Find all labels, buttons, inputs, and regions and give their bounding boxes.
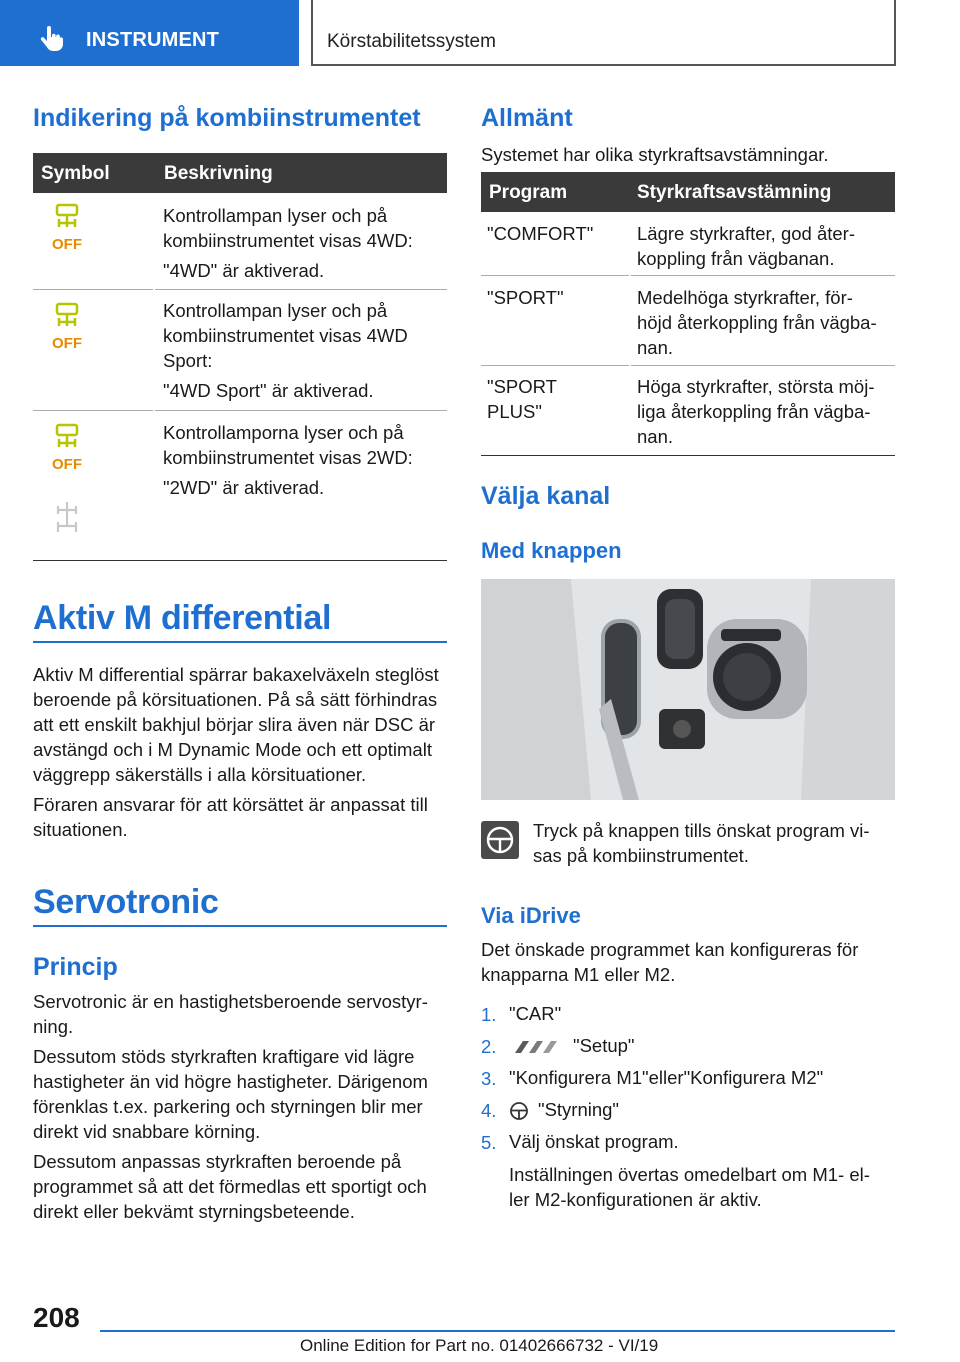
table-row-tuning: Höga styrkrafter, största möj- liga återkoppling från vägba- nan. [637,376,875,447]
indicator-table-header [33,153,447,193]
button-heading: Med knappen [481,538,622,563]
drivetrain-icon [52,496,82,542]
chapter-tab-label: INSTRUMENT [86,29,220,51]
divider [631,365,895,366]
col-program: Program [489,182,568,203]
hand-pointer-icon [40,26,64,52]
divider [155,410,447,411]
step-number: 3. [481,1068,497,1089]
col-description: Beskrivning [164,163,273,184]
footer-rule [100,1330,895,1332]
diff-paragraph: Aktiv M differential spärrar bakaxelväxeln steglöst beroende på körsituationen. På så sätt förhindras att ett enskilt bakhjul börjar slira även när DSC är avstängd och i M Dynamic Mode och ett optimalt väggrepp säkerställs i alla körsituationer. Föraren ansvarar för att körsättet är anpassat till situationen. [33,664,439,840]
divider [33,289,153,290]
divider [631,275,895,276]
table-row-program: "COMFORT" [487,223,594,244]
table-row: Kontrollampan lyser och på kombiinstrumentet visas 4WD: "4WD" är aktiverad. [163,205,413,281]
footer-edition: Online Edition for Part no. 01402666732 - VI/19 [300,1336,659,1355]
list-item: "Konfigurera M1"eller"Konfigurera M2" [509,1067,824,1088]
divider [481,275,629,276]
svg-text:OFF: OFF [52,236,82,251]
step-number: 4. [481,1100,497,1121]
list-item: "Styrning" [538,1099,620,1120]
list-item: "CAR" [509,1003,562,1024]
button-instruction: Tryck på knappen tills önskat program vi- sas på kombiinstrumentet. [533,820,870,866]
diff-heading: Aktiv M differential [33,599,332,637]
indicator-heading: Indikering på kombiinstrumentet [33,104,421,132]
servo-heading: Servotronic [33,883,219,921]
m-stripes-icon [509,1039,565,1055]
step-note: Inställningen övertas omedelbart om M1- el- ler M2-konfigurationen är aktiv. [509,1164,870,1210]
list-item: Välj önskat program. [509,1131,679,1152]
section-title-box [311,0,896,66]
divider [33,925,447,927]
step-number: 2. [481,1036,497,1057]
list-item: "Setup" [573,1035,635,1056]
svg-text:OFF: OFF [52,456,82,471]
divider [481,455,895,456]
steering-wheel-icon [509,1101,529,1121]
idrive-text: Det önskade programmet kan konfigureras för knapparna M1 eller M2. [481,939,859,985]
table-row: Kontrollamporna lyser och på kombiinstrumentet visas 2WD: "2WD" är aktiverad. [163,422,413,498]
table-row-program: "SPORT" [487,287,564,308]
divider [481,365,629,366]
steering-mode-icon [481,821,519,859]
chapter-tab[interactable] [0,0,299,66]
divider [155,289,447,290]
center-console-image [481,579,895,800]
col-tuning: Styrkraftsavstämning [637,182,832,203]
section-title: Körstabilitetssystem [327,31,496,52]
page-number: 208 [33,1302,80,1333]
table-row-tuning: Lägre styrkrafter, god åter- koppling från vägbanan. [637,223,855,269]
console-illustration [481,579,895,800]
svg-text:OFF: OFF [52,335,82,350]
step-number: 1. [481,1004,497,1025]
table-row: Kontrollampan lyser och på kombiinstrumentet visas 4WD Sport: "4WD Sport" är aktiverad. [163,300,408,401]
divider [33,560,447,561]
4wd-sport-off-warning-icon [50,302,84,350]
servo-paragraph: Servotronic är en hastighetsberoende servostyr- ning. Dessutom stöds styrkraften kraftigare vid lägre hastigheter än vid högre hastigheter. Därigenom förenklas t.ex. parkering och styrningen blir mer direkt vid snabbare körning. Dessutom anpassas styrkraften beroende på programmet så att det förmedlas ett sportigt och direkt eller bekvämt styrningsbeteende. [33,991,428,1222]
general-text: Systemet har olika styrkraftsavstämningar. [481,144,829,165]
step-number: 5. [481,1132,497,1153]
4wd-off-warning-icon [50,203,84,251]
col-symbol: Symbol [41,163,110,184]
2wd-off-warning-icon [50,423,84,471]
program-table-header [481,172,895,212]
table-row-tuning: Medelhöga styrkrafter, för- höjd återkoppling från vägba- nan. [637,287,877,358]
general-heading: Allmänt [481,104,573,132]
principle-heading: Princip [33,953,118,981]
table-row-program: "SPORT PLUS" [487,376,557,422]
divider [33,410,153,411]
idrive-heading: Via iDrive [481,903,581,928]
divider [33,641,447,643]
channel-heading: Välja kanal [481,482,611,510]
